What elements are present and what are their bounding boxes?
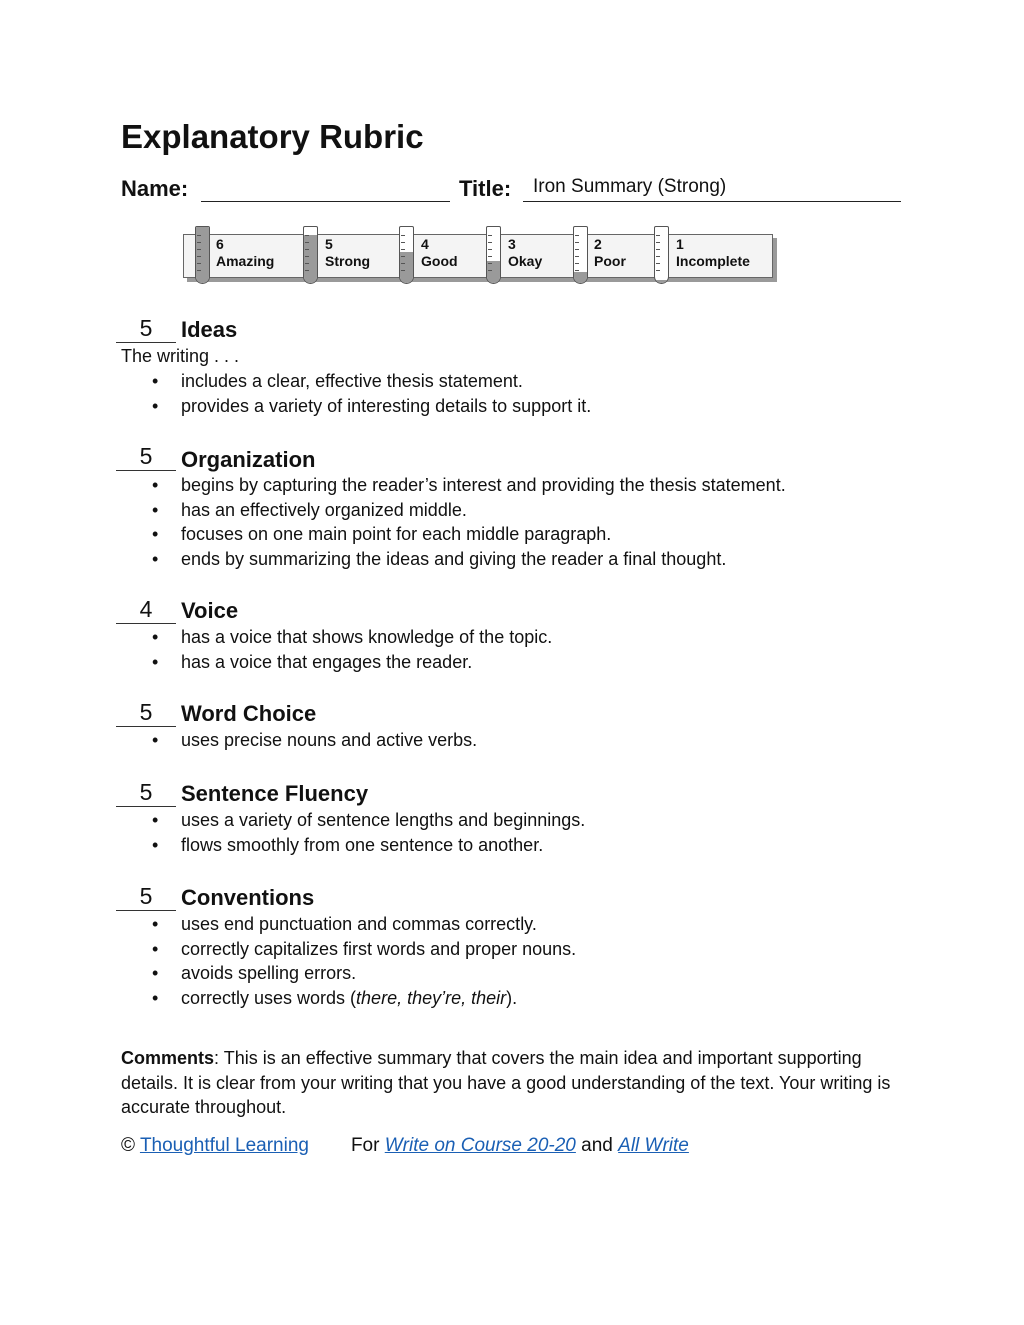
bullet-icon: •	[152, 730, 159, 750]
score-field[interactable]: 5	[116, 443, 176, 471]
title-label: Title:	[459, 176, 512, 201]
list-item: • ends by summarizing the ideas and giving the reader a final thought.	[116, 547, 786, 572]
section-heading: Conventions	[181, 885, 315, 910]
section-heading: Ideas	[181, 317, 238, 342]
list-item: • correctly uses words (there, they’re, their).	[116, 986, 576, 1011]
tube-4-icon	[399, 226, 414, 284]
score-field[interactable]: 5	[116, 699, 176, 727]
scale-level-3: 3 Okay	[508, 236, 543, 269]
bullet-icon: •	[152, 524, 159, 544]
bullet-icon: •	[152, 548, 159, 569]
title-field[interactable]	[523, 201, 901, 202]
name-label: Name:	[121, 176, 189, 201]
bullet-icon: •	[152, 938, 159, 959]
bullet-icon: •	[152, 834, 159, 855]
tube-1-icon	[654, 226, 669, 284]
thoughtful-learning-link[interactable]: Thoughtful Learning	[139, 1135, 309, 1156]
score-field[interactable]: 5	[116, 883, 176, 911]
scale-level-6: 6 Amazing	[216, 236, 275, 269]
bullet-icon: •	[152, 914, 159, 934]
list-item: • focuses on one main point for each middle paragraph.	[116, 522, 786, 547]
bullet-icon: •	[152, 651, 159, 672]
bullet-icon: •	[152, 987, 159, 1008]
section-intro: The writing . . .	[121, 346, 240, 366]
name-field[interactable]	[201, 201, 450, 202]
criteria-list	[116, 473, 786, 571]
comments-text: : This is an effective summary that covers the main idea and important supporting details. It is clear from your writing that you have a good understanding of the text. Your writing is accurate throughout.	[121, 1048, 891, 1117]
scale-level-4: 4 Good	[421, 236, 458, 269]
comments-label: Comments	[121, 1048, 215, 1068]
bullet-icon: •	[152, 475, 159, 495]
footer-and-text: and	[581, 1135, 613, 1156]
criteria-list	[116, 808, 585, 857]
list-item: • has an effectively organized middle.	[116, 498, 786, 523]
title-value: Iron Summary (Strong)	[533, 176, 727, 197]
bullet-icon: •	[152, 627, 159, 647]
word-examples: there, they’re, their	[356, 987, 507, 1008]
tube-5-icon	[303, 226, 318, 284]
bullet-icon: •	[152, 371, 159, 391]
page-title: Explanatory Rubric	[121, 118, 424, 155]
scale-level-2: 2 Poor	[594, 236, 626, 269]
criteria-list	[116, 369, 591, 418]
criteria-list	[116, 912, 576, 1010]
score-field[interactable]: 5	[116, 779, 176, 807]
tube-6-icon	[195, 226, 210, 284]
tube-fill	[655, 280, 668, 283]
criteria-list	[116, 728, 477, 753]
all-write-link[interactable]: All Write	[618, 1135, 689, 1156]
list-item: • uses a variety of sentence lengths and beginnings.	[116, 808, 585, 833]
list-item: • avoids spelling errors.	[116, 961, 576, 986]
list-item: • flows smoothly from one sentence to another.	[116, 833, 585, 858]
section-heading: Organization	[181, 447, 316, 472]
bullet-icon: •	[152, 395, 159, 416]
list-item: • uses end punctuation and commas correctly.	[116, 912, 576, 937]
list-item: • provides a variety of interesting details to support it.	[116, 394, 591, 419]
criteria-list	[116, 625, 552, 674]
list-item: • has a voice that engages the reader.	[116, 650, 552, 675]
rating-scale	[183, 226, 783, 292]
list-item: • includes a clear, effective thesis statement.	[116, 369, 591, 394]
bullet-icon: •	[152, 499, 159, 520]
score-field[interactable]: 4	[116, 596, 176, 624]
list-item: • correctly capitalizes first words and proper nouns.	[116, 937, 576, 962]
scale-level-5: 5 Strong	[325, 236, 371, 269]
bullet-icon: •	[152, 810, 159, 830]
scale-level-1: 1 Incomplete	[676, 236, 750, 269]
list-item: • has a voice that shows knowledge of the topic.	[116, 625, 552, 650]
section-heading: Word Choice	[181, 701, 317, 726]
list-item: • begins by capturing the reader’s interest and providing the thesis statement.	[116, 473, 786, 498]
tube-3-icon	[486, 226, 501, 284]
comments	[121, 1046, 891, 1120]
write-on-course-link[interactable]: Write on Course 20-20	[384, 1135, 576, 1156]
list-item: • uses precise nouns and active verbs.	[116, 728, 477, 753]
section-heading: Sentence Fluency	[181, 781, 369, 806]
bullet-icon: •	[152, 963, 159, 983]
footer-for-text: For	[350, 1135, 380, 1156]
footer	[121, 1134, 689, 1158]
tube-2-icon	[573, 226, 588, 284]
score-field[interactable]: 5	[116, 315, 176, 343]
section-heading: Voice	[181, 598, 239, 623]
copyright-symbol: ©	[121, 1135, 135, 1156]
